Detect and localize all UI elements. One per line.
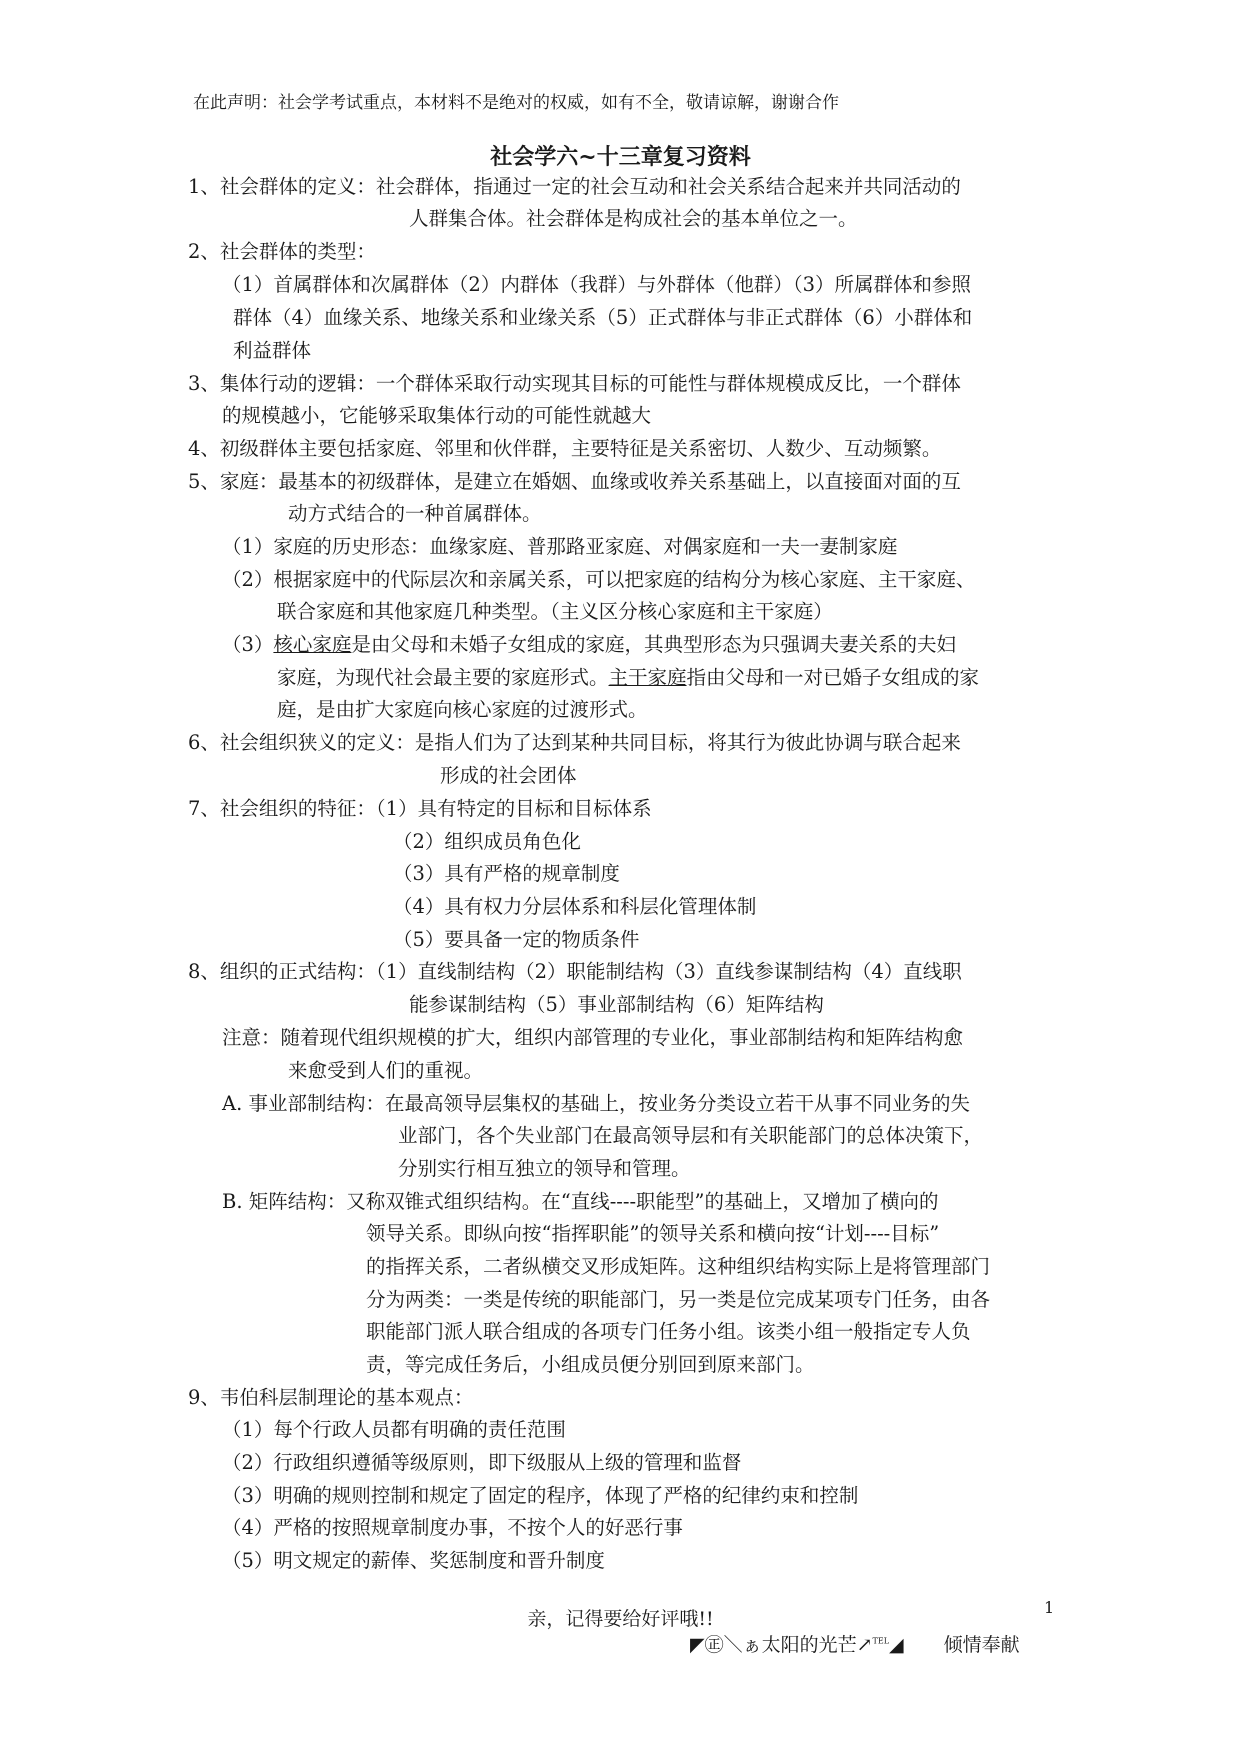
underlined-term: 主干家庭 <box>608 666 687 689</box>
underlined-term: 核心家庭 <box>273 633 352 656</box>
text-line: B. 矩阵结构：又称双锥式组织结构。在“直线----职能型”的基础上，又增加了横向的 <box>222 1190 939 1213</box>
text-line: 注意：随着现代组织规模的扩大，组织内部管理的专业化，事业部制结构和矩阵结构愈 <box>222 1026 964 1049</box>
text-line: 庭，是由扩大家庭向核心家庭的过渡形式。 <box>277 698 648 721</box>
text-line: （1）首属群体和次属群体（2）内群体（我群）与外群体（他群）（3）所属群体和参照 <box>222 273 971 296</box>
text-fragment: 家庭，为现代社会最主要的家庭形式。 <box>277 666 609 689</box>
text-line: 联合家庭和其他家庭几种类型。（主义区分核心家庭和主干家庭） <box>277 600 833 623</box>
text-line: （3）具有严格的规章制度 <box>393 862 620 885</box>
text-line: 职能部门派人联合组成的各项专门任务小组。该类小组一般指定专人负 <box>366 1320 971 1343</box>
text-fragment: 指由父母和一对已婚子女组成的家 <box>686 666 980 689</box>
text-line: （2）组织成员角色化 <box>393 830 581 853</box>
text-line: （4）具有权力分层体系和科层化管理体制 <box>393 895 757 918</box>
text-line: 分为两类：一类是传统的职能部门，另一类是位完成某项专门任务，由各 <box>366 1288 991 1311</box>
text-line: （4）严格的按照规章制度办事，不按个人的好恶行事 <box>222 1516 683 1539</box>
text-line <box>222 633 956 657</box>
signature-superscript: TEL <box>872 1636 890 1646</box>
text-line: 4、初级群体主要包括家庭、邻里和伙伴群，主要特征是关系密切、人数少、互动频繁。 <box>188 437 942 460</box>
text-line: 8、组织的正式结构：（1）直线制结构（2）职能制结构（3）直线参谋制结构（4）直线职 <box>188 960 962 983</box>
page-title: 社会学六~十三章复习资料 <box>490 144 751 170</box>
text-line: 责，等完成任务后，小组成员便分别回到原来部门。 <box>366 1353 815 1376</box>
text-line: （5）要具备一定的物质条件 <box>393 928 640 951</box>
text-line: 能参谋制结构（5）事业部制结构（6）矩阵结构 <box>409 993 824 1016</box>
text-line: （3）明确的规则控制和规定了固定的程序，体现了严格的纪律约束和控制 <box>222 1484 859 1507</box>
text-line: 3、集体行动的逻辑：一个群体采取行动实现其目标的可能性与群体规模成反比，一个群体 <box>188 372 961 395</box>
text-line: A. 事业部制结构：在最高领导层集权的基础上，按业务分类设立若干从事不同业务的失 <box>222 1092 970 1115</box>
text-line: 的规模越小，它能够采取集体行动的可能性就越大 <box>222 404 652 427</box>
disclaimer-notice: 在此声明：社会学考试重点，本材料不是绝对的权威，如有不全，敬请谅解，谢谢合作 <box>193 93 839 113</box>
text-line: 1、社会群体的定义：社会群体，指通过一定的社会互动和社会关系结合起来并共同活动的 <box>188 175 961 198</box>
text-line: 动方式结合的一种首属群体。 <box>288 502 542 525</box>
text-line: （5）明文规定的薪俸、奖惩制度和晋升制度 <box>222 1549 605 1572</box>
footer-signature <box>690 1630 1020 1657</box>
signature-dedication: 倾情奉献 <box>943 1634 1020 1656</box>
text-line: 人群集合体。社会群体是构成社会的基本单位之一。 <box>409 207 858 230</box>
text-line: 6、社会组织狭义的定义：是指人们为了达到某种共同目标，将其行为彼此协调与联合起来 <box>188 731 961 754</box>
text-line: （1）家庭的历史形态：血缘家庭、普那路亚家庭、对偶家庭和一夫一妻制家庭 <box>222 535 898 558</box>
text-line <box>277 666 979 690</box>
text-line: 分别实行相互独立的领导和管理。 <box>398 1157 691 1180</box>
text-line: 领导关系。即纵向按“指挥职能”的领导关系和横向按“计划----目标” <box>366 1222 940 1245</box>
text-fragment: 是由父母和未婚子女组成的家庭，其典型形态为只强调夫妻关系的夫妇 <box>351 633 956 656</box>
text-line: 业部门，各个失业部门在最高领导层和有关职能部门的总体决策下， <box>398 1124 984 1147</box>
text-line: 的指挥关系，二者纵横交叉形成矩阵。这种组织结构实际上是将管理部门 <box>366 1255 991 1278</box>
text-line: 5、家庭：最基本的初级群体，是建立在婚姻、血缘或收养关系基础上，以直接面对面的互 <box>188 470 961 493</box>
footer-remark: 亲，记得要给好评哦!! <box>527 1608 714 1630</box>
text-line: 来愈受到人们的重视。 <box>288 1059 484 1082</box>
text-line: 2、社会群体的类型： <box>188 240 376 263</box>
text-line: （2）行政组织遵循等级原则，即下级服从上级的管理和监督 <box>222 1451 742 1474</box>
text-line: 7、社会组织的特征：（1）具有特定的目标和目标体系 <box>188 797 652 820</box>
text-line: 群体（4）血缘关系、地缘关系和业缘关系（5）正式群体与非正式群体（6）小群体和 <box>233 306 973 329</box>
text-line: （1）每个行政人员都有明确的责任范围 <box>222 1418 566 1441</box>
text-line: 形成的社会团体 <box>440 764 577 787</box>
text-line: 利益群体 <box>233 339 312 362</box>
signature-text: ◤㊣＼ぁ太阳的光芒↗ <box>690 1634 873 1656</box>
text-fragment: （3） <box>222 633 274 656</box>
signature-end-glyph: ◢ <box>889 1634 904 1656</box>
text-line: 9、韦伯科层制理论的基本观点： <box>188 1386 474 1409</box>
text-line: （2）根据家庭中的代际层次和亲属关系，可以把家庭的结构分为核心家庭、主干家庭、 <box>222 568 976 591</box>
page-number: 1 <box>1044 1598 1055 1617</box>
